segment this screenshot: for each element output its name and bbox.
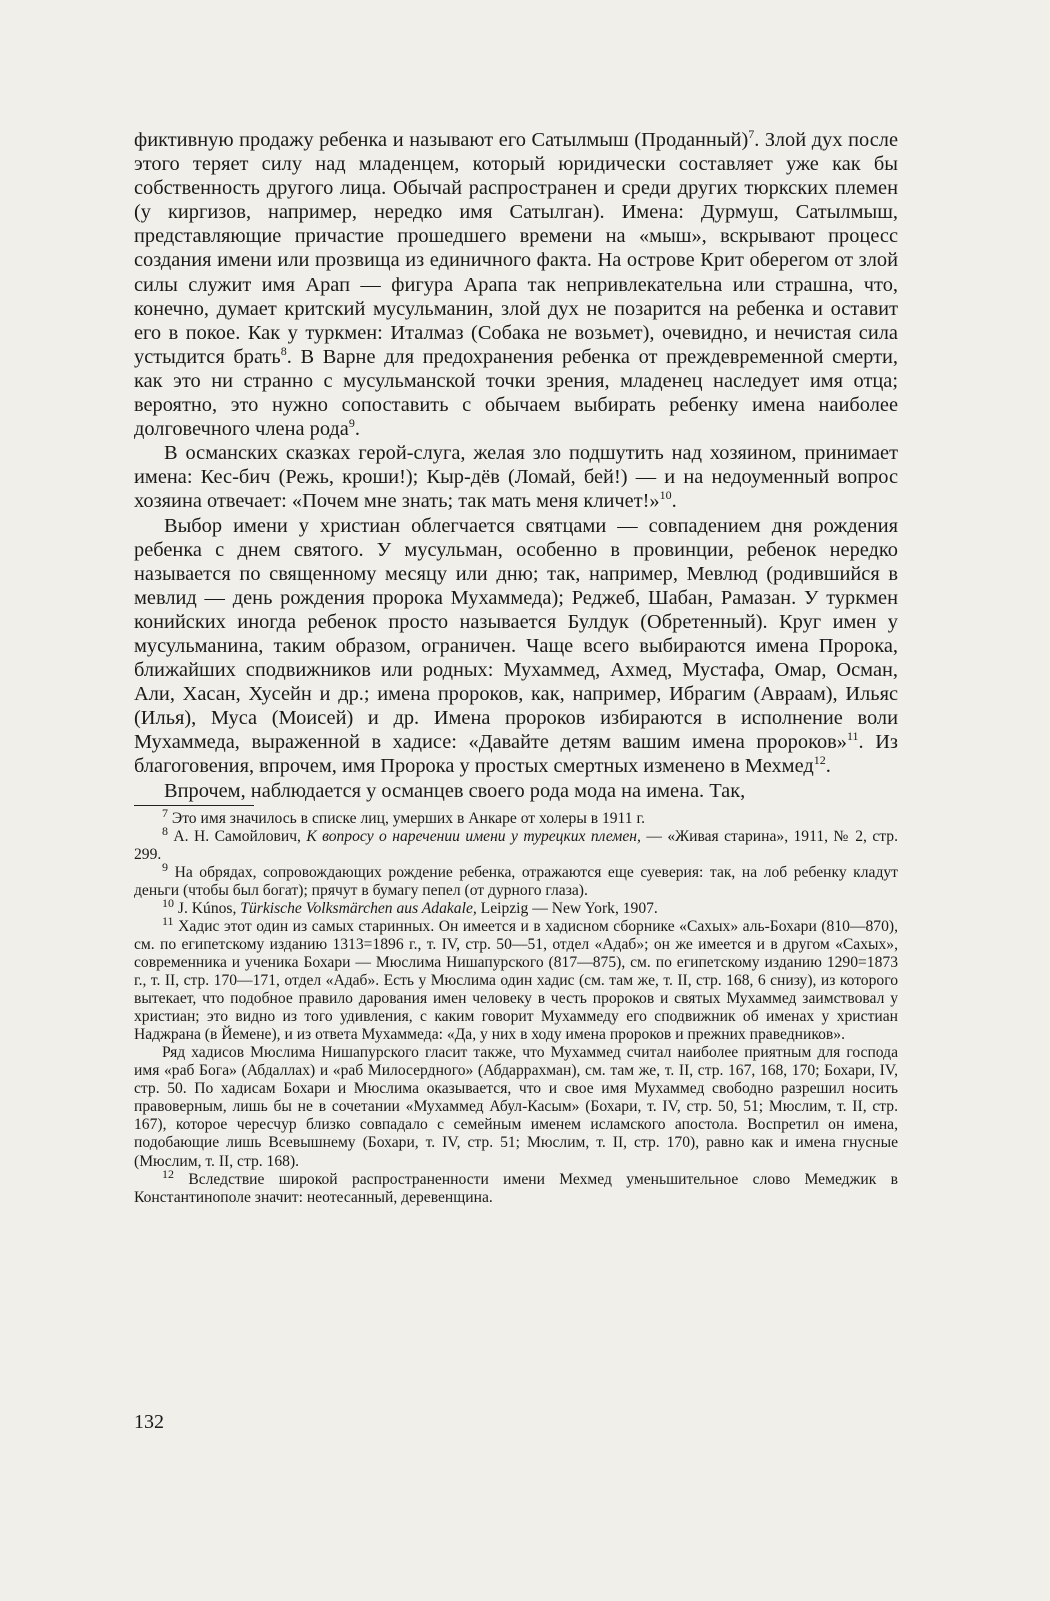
footnote-number: 12: [162, 1166, 174, 1181]
footnote-number: 7: [162, 805, 168, 820]
footnote-number: 10: [162, 895, 174, 910]
footnote-ref-12: 12: [813, 753, 826, 768]
footnote-number: 9: [162, 859, 168, 874]
footnote-10: [134, 895, 898, 918]
footnote-9: [134, 859, 899, 900]
footnote-number: 11: [162, 913, 174, 928]
footnote-ref-8: 8: [280, 344, 287, 359]
footnote-ref-11: 11: [846, 729, 859, 744]
footnote-author: А. Н. Самойлович,: [173, 827, 301, 845]
footnote-8: [134, 823, 898, 864]
paragraph-1-text-b: . Злой дух после этого теряет силу над младенцем, который юридически составляет уже как бы собственность другого лица. Обычай распространен и среди других тюркских племен (у киргизов, например, нередко имя Сатылган). Имена: Дурмуш, Сатылмыш, представляющие причастие прошедшего времени на «мыш», вскрывают процесс создания имени или прозвища из единичного факта. На острове Крит оберегом от злой силы служит имя Арап — фигура Арапа так непривлекательна или страшна, что, конечно, думает критский мусульманин, злой дух не позарится на ребенка и оставит его в покое. Как у туркмен: Италмаз (Собака не возьмет), очевидно, и нечистая сила устыдится брать: [134, 129, 898, 368]
paragraph-4: [134, 779, 898, 803]
footnote-ref-10: 10: [659, 488, 672, 503]
footnote-divider: [134, 805, 254, 806]
footnote-text: На обрядах, сопровождающих рождение ребенка, отражаются еще суеверия: так, на лоб ребенку кладут деньги (чтобы был богат); прячут в бумагу пепел (от дурного глаза).: [134, 863, 899, 899]
footnote-text: Хадис этот один из самых старинных. Он имеется и в хадисном сборнике «Сахых» аль-Бохари (810—870), см. по египетскому изданию 1313=1896 г., т. IV, стр. 50—51, отдел «Адаб»; он же имеется и в другом «Сахых», современника и ученика Бохари — Мюслима Нишапурского (817—875), см. по египетскому изданию 1290=1873 г., т. II, стр. 170—171, отдел «Адаб». Есть у Мюслима один хадис (см. там же, т. II, стр. 168, 6 снизу), из которого вытекает, что подобное правило дарования имен человеку в честь пророков и святых Мухаммед заимствовал у христиан; это видно из того удивления, с каким говорит Мухаммеду его сподвижник об именах у христиан Наджрана (в Йемене), и из ответа Мухаммеда: «Да, у них в ходу имена пророков и прежних праведников».: [134, 917, 898, 1044]
paragraph-1-text-c: . В Варне для предохранения ребенка от преждевременной смерти, как это ни странно с мусульманской точки зрения, младенец наследует имя отца; вероятно, это нужно сопоставить с обычаем выбирать ребенку имена наиболее долговечного члена рода: [134, 345, 899, 441]
footnote-number: 8: [162, 823, 168, 838]
footnote-source: — «Живая старина», 1911, № 2, стр. 299.: [134, 827, 898, 863]
page: [134, 128, 898, 1518]
footnote-text: Это имя значилось в списке лиц, умерших в Анкаре от холеры в 1911 г.: [171, 809, 645, 827]
footnote-text: Вследствие широкой распространенности имени Мехмед уменьшительное слово Мемеджик в Константинополе значит: неотесанный, деревенщина.: [134, 1170, 898, 1206]
paragraph-3: [134, 514, 898, 779]
footnote-author: J. Kúnos,: [177, 899, 237, 917]
paragraph-3-text-b: . Из благоговения, впрочем, имя Пророка у простых смертных изменено в Мехмед: [134, 731, 898, 778]
footnote-ref-7: 7: [748, 127, 755, 142]
footnote-text: Ряд хадисов Мюслима Нишапурского гласит также, что Мухаммед считал наиболее приятным для господа имя «раб Бога» (Абдаллах) и «раб Милосердного» (Абдаррахман), см. там же, т. II, стр. 167, 168, 170; Бохари, IV, стр. 50. По хадисам Бохари и Мюслима оказывается, что и свое имя Мухаммед свободно разрешил носить правоверным, лишь бы не в сочетании «Мухаммед Абул-Касым» (Бохари, т. IV, стр. 50, 51; Мюслим, т. II, стр. 167), которое чересчур близко совпадало с семейным именем исламского апостола. Воспретил он имена, подобающие лишь Всевышнему (Бохари, т. IV, стр. 51; Мюслим, т. II, стр. 170), равно как и имена гнусные (Мюслим, т. II, стр. 168).: [134, 1044, 898, 1170]
paragraph-3-text: Выбор имени у христиан облегчается святцами — совпадением дня рождения ребенка с днем святого. У мусульман, особенно в провинции, ребенок нередко называется по священному месяцу или дню; так, например, Мевлюд (родившийся в мевлид — день рождения пророка Мухаммеда); Реджеб, Шабан, Рамазан. У туркмен конийских иногда ребенок просто называется Булдук (Обретенный). Круг имен у мусульманина, таким образом, ограничен. Чаще всего выбираются имена Пророка, ближайших сподвижников или родных: Мухаммед, Ахмед, Мустафа, Омар, Осман, Али, Хасан, Хусейн и др.; имена пророков, как, например, Ибрагим (Авраам), Ильяс (Илья), Муса (Моисей) и др. Имена пророков избираются в исполнение воли Мухаммеда, выраженной в хадисе: «Давайте детям вашим имена пророков»: [134, 514, 898, 754]
footnote-11: [134, 913, 898, 1044]
footnotes: [134, 805, 899, 1207]
paragraph-1-text: фиктивную продажу ребенка и называют его Сатылмыш (Проданный): [134, 129, 749, 151]
paragraph-1: [134, 128, 898, 441]
footnote-12: [134, 1166, 898, 1207]
footnote-title: Türkische Volksmärchen aus Adakale,: [240, 899, 477, 917]
paragraph-2: [134, 441, 898, 513]
footnote-ref-9: 9: [348, 416, 355, 431]
main-text: [134, 128, 898, 803]
footnote-11-continued: [134, 1044, 898, 1170]
paragraph-2-text: В османских сказках герой-слуга, желая зло подшутить над хозяином, принимает имена: Кес-бич (Режь, кроши!); Кыр-дёв (Ломай, бей!) — и на недоуменный вопрос хозяина отвечает: «Почем мне знать; так мать меня кличет!»: [134, 442, 898, 513]
page-number: 132: [134, 1411, 164, 1433]
paragraph-4-text: Впрочем, наблюдается у османцев своего рода мода на имена. Так,: [164, 779, 746, 802]
footnote-source: Leipzig — New York, 1907.: [480, 899, 658, 917]
footnote-7: [134, 805, 898, 828]
paragraph-1-end: .: [354, 418, 360, 441]
paragraph-3-end: .: [825, 755, 831, 778]
paragraph-2-end: .: [671, 490, 677, 513]
footnote-title: К вопросу о наречении имени у турецких племен,: [306, 827, 641, 845]
